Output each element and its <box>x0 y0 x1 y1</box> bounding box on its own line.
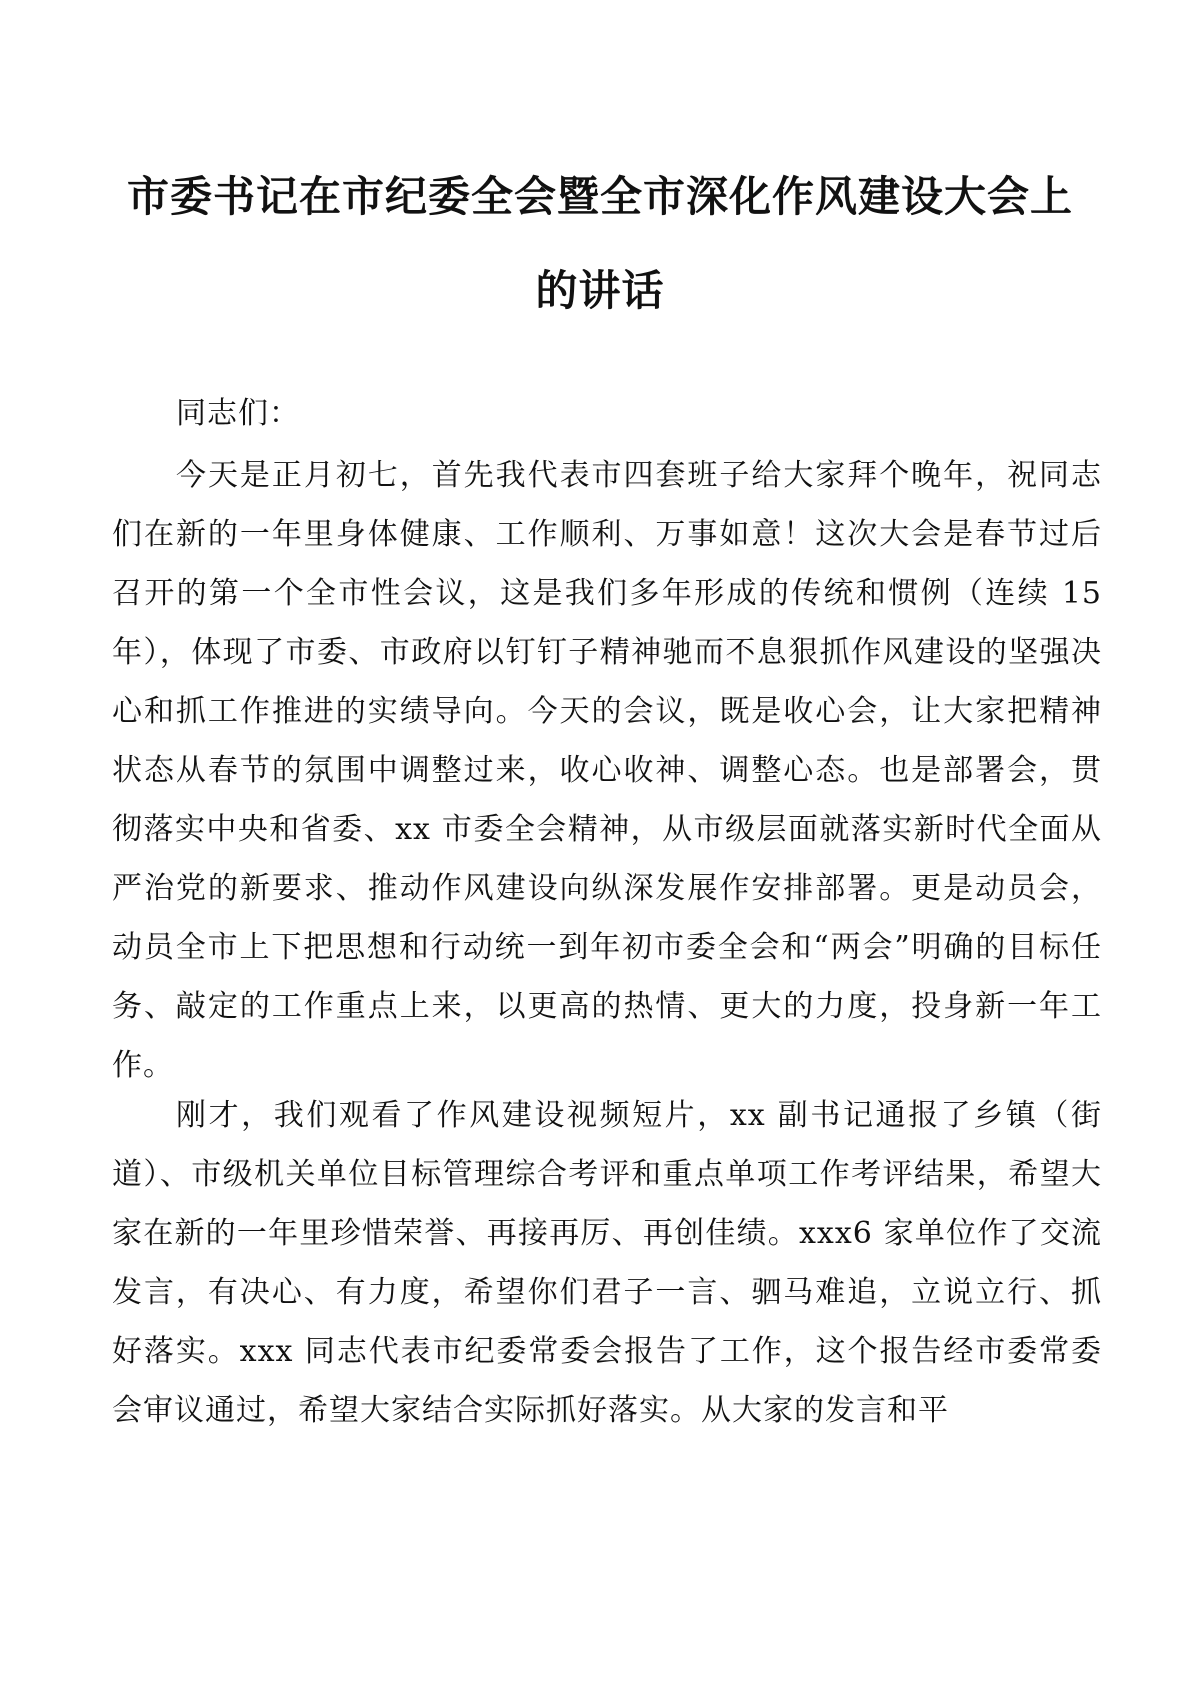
paragraph-2: 刚才，我们观看了作风建设视频短片，xx 副书记通报了乡镇（街道）、市级机关单位目标管理综合考评和重点单项工作考评结果，希望大家在新的一年里珍惜荣誉、再接再厉、再创佳绩。xxx6 家单位作了交流发言，有决心、有力度，希望你们君子一言、驷马难追，立说立行、抓好落实。xxx 同志代表市纪委常委会报告了工作，这个报告经市委常委会审议通过，希望大家结合实际抓好落实。从大家的发言和平 <box>112 1098 1102 1428</box>
document-title-line-2: 的讲话 <box>535 266 665 315</box>
paragraph-1: 今天是正月初七，首先我代表市四套班子给大家拜个晚年，祝同志们在新的一年里身体健康、工作顺利、万事如意！这次大会是春节过后召开的第一个全市性会议，这是我们多年形成的传统和惯例（连续 15 年），体现了市委、市政府以钉钉子精神驰而不息狠抓作风建设的坚强决心和抓工作推进的实绩导向。今天的会议，既是收心会，让大家把精神状态从春节的氛围中调整过来，收心收神、调整心态。也是部署会，贯彻落实中央和省委、xx 市委全会精神，从市级层面就落实新时代全面从严治党的新要求、推动作风建设向纵深发展作安排部署。更是动员会，动员全市上下把思想和行动统一到年初市委全会和“两会”明确的目标任务、敲定的工作重点上来，以更高的热情、更大的力度，投身新一年工作。 <box>112 458 1102 1083</box>
salutation: 同志们： <box>176 396 300 431</box>
document-title-line-1: 市委书记在市纪委全会暨全市深化作风建设大会上 <box>126 172 1073 221</box>
